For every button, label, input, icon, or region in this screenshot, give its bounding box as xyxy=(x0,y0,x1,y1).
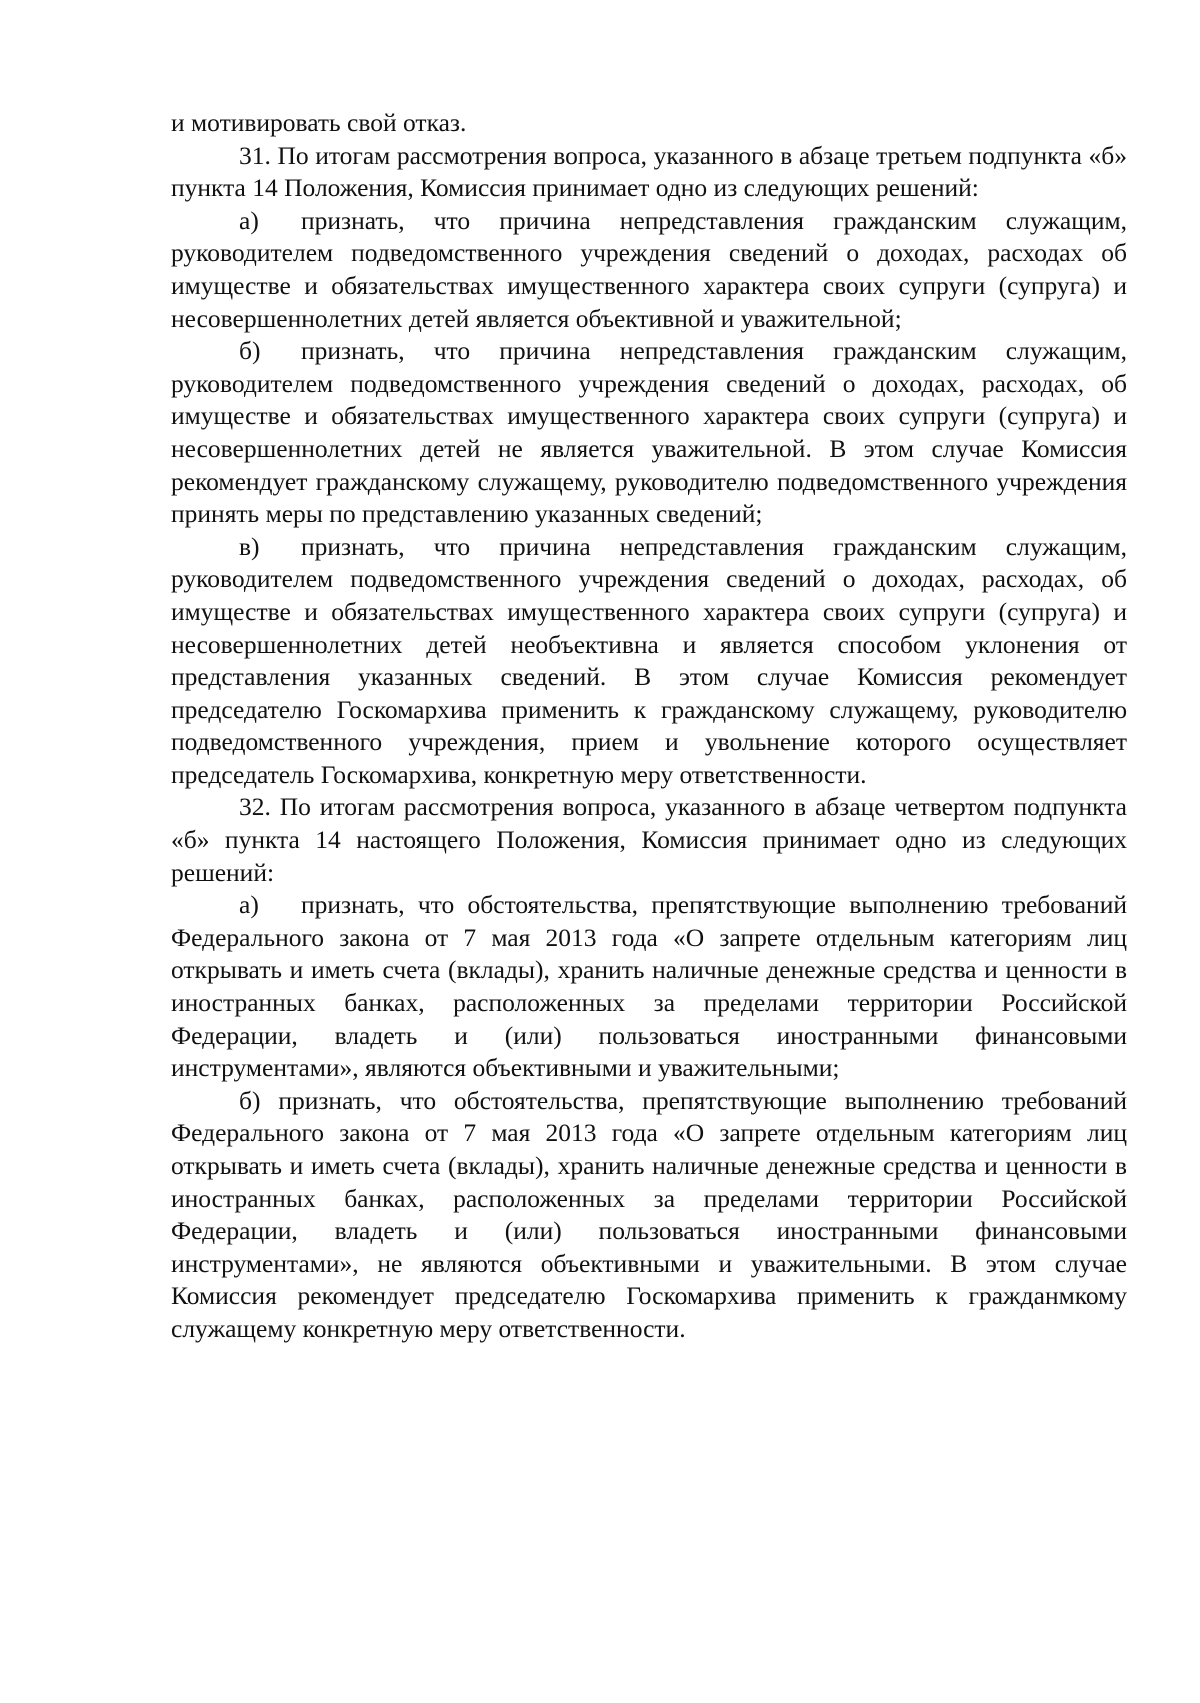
paragraph-31-item-b xyxy=(171,335,1127,531)
paragraph-32-intro: 32. По итогам рассмотрения вопроса, указанного в абзаце четвертом подпункта «б» пункта 14 настоящего Положения, Комиссия принимает одно из следующих решений: xyxy=(171,792,1127,887)
item-marker: а) xyxy=(239,890,259,920)
paragraph-32-item-a xyxy=(171,889,1127,1085)
item-text: признать, что причина непредставления гражданским служащим, руководителем подведомственного учреждения сведений о доходах, расходах об имуществе и обязательствах имущественного характера своих супруги (супруга) и несовершеннолетних детей является объективной и уважительной; xyxy=(171,205,1127,333)
item-text: признать, что обстоятельства, препятствующие выполнению требований Федерального закона от 7 мая 2013 года «О запрете отдельным категориям лиц открывать и иметь счета (вклады), хранить наличные денежные средства и ценности в иностранных банках, расположенных за пределами территории Российской Федерации, владеть и (или) пользоваться иностранными финансовыми инструментами», являются объективными и уважительными; xyxy=(171,890,1127,1083)
item-marker: в) xyxy=(239,531,260,561)
paragraph-32-item-b xyxy=(171,1085,1127,1346)
item-text: признать, что обстоятельства, препятствующие выполнению требований Федерального закона от 7 мая 2013 года «О запрете отдельным категориям лиц открывать и иметь счета (вклады), хранить наличные денежные средства и ценности в иностранных банках, расположенных за пределами территории Российской Федерации, владеть и (или) пользоваться иностранными финансовыми инструментами», не являются объективными и уважительными. В этом случае Комиссия рекомендует председателю Госкомархива применить к гражданмкому служащему конкретную меру ответственности. xyxy=(171,1085,1128,1343)
item-marker: а) xyxy=(239,205,259,235)
lead-line: и мотивировать свой отказ. xyxy=(171,108,467,137)
paragraph-31-item-c xyxy=(171,531,1127,792)
document-page xyxy=(171,107,1127,1346)
paragraph-31-intro: 31. По итогам рассмотрения вопроса, указанного в абзаце третьем подпункта «б» пункта 14 Положения, Комиссия принимает одно из следующих решений: xyxy=(171,140,1127,203)
item-marker: б) xyxy=(239,1085,261,1115)
item-marker: б) xyxy=(239,336,261,366)
paragraph-31-item-a xyxy=(171,205,1127,335)
item-text: признать, что причина непредставления гражданским служащим, руководителем подведомственного учреждения сведений о доходах, расходах, об имуществе и обязательствах имущественного характера своих супруги (супруга) и несовершеннолетних детей необъективна и является способом уклонения от представления указанных сведений. В этом случае Комиссия рекомендует председателю Госкомархива применить к гражданскому служащему, руководителю подведомственного учреждения, прием и увольнение которого осуществляет председатель Госкомархива, конкретную меру ответственности. xyxy=(171,531,1127,789)
item-text: признать, что причина непредставления гражданским служащим, руководителем подведомственного учреждения сведений о доходах, расходах, об имуществе и обязательствах имущественного характера своих супруги (супруга) и несовершеннолетних детей не является уважительной. В этом случае Комиссия рекомендует гражданскому служащему, руководителю подведомственного учреждения принять меры по представлению указанных сведений; xyxy=(171,336,1127,529)
